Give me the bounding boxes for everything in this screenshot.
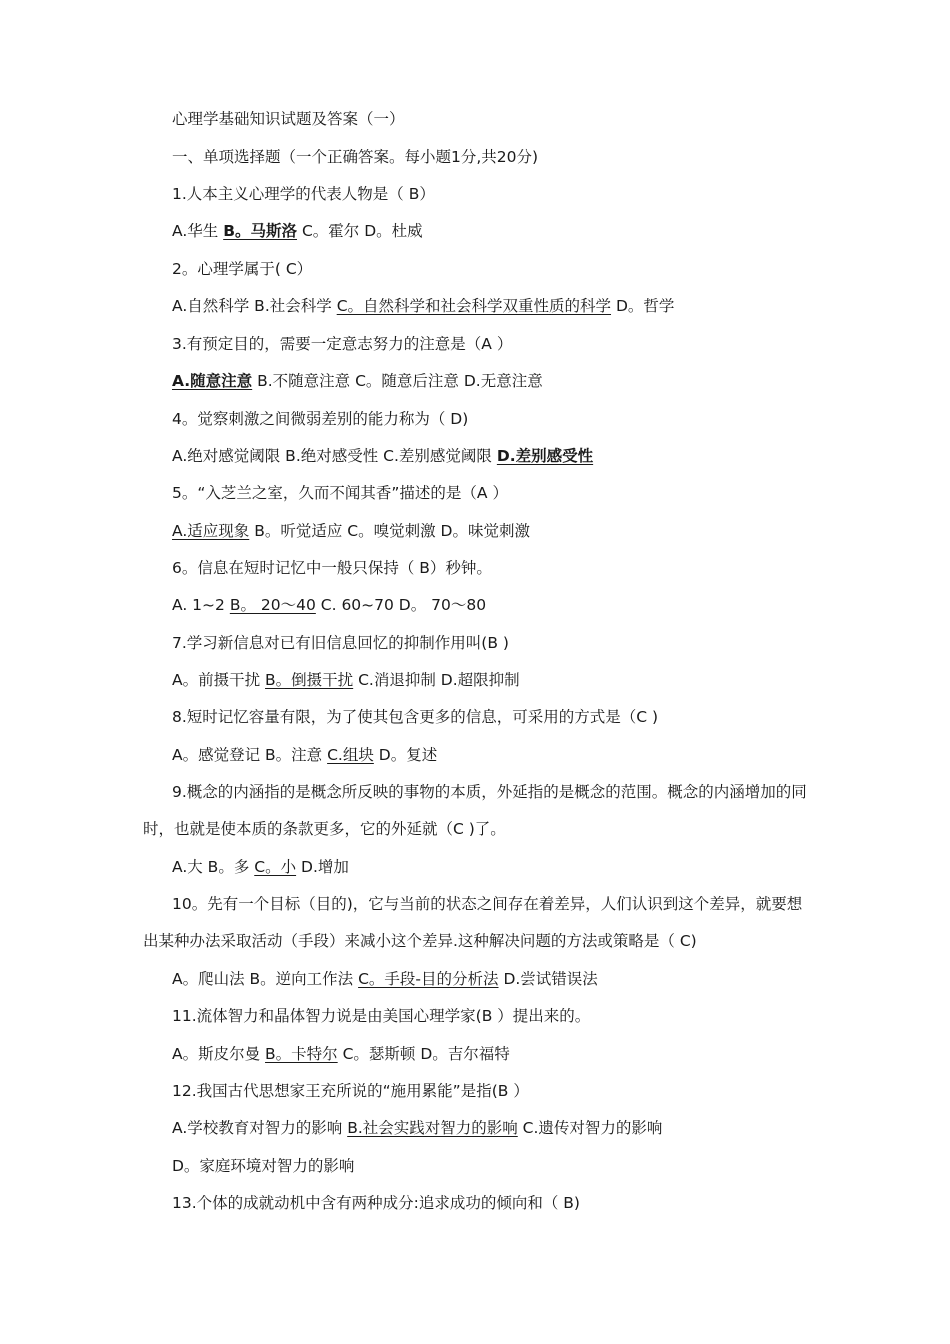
options-10: A。爬山法 B。逆向工作法 C。手段-目的分析法 D.尝试错误法	[172, 970, 598, 988]
question-5: 5。“入芝兰之室，久而不闻其香”描述的是（A ）	[172, 484, 508, 502]
answer: B。卡特尔	[265, 1045, 338, 1063]
question-10: 10。先有一个目标（目的)，它与当前的状态之间存在着差异，人们认识到这个差异，就要想出某种办法采取活动（手段）来减小这个差异.这种解决问题的方法或策略是（ C)	[143, 895, 803, 950]
options-6: A. 1~2 B。 20～40 C. 60~70 D。 70～80	[172, 596, 487, 614]
answer: C。自然科学和社会科学双重性质的科学	[336, 297, 612, 315]
options-12-continued: D。家庭环境对智力的影响	[172, 1157, 355, 1175]
options-8: A。感觉登记 B。注意 C.组块 D。复述	[172, 746, 438, 764]
answer: A.适应现象	[172, 522, 250, 540]
question-8: 8.短时记忆容量有限，为了使其包含更多的信息，可采用的方式是（C )	[172, 708, 659, 726]
options-7: A。前摄干扰 B。倒摄干扰 C.消退抑制 D.超限抑制	[172, 671, 520, 689]
question-13: 13.个体的成就动机中含有两种成分:追求成功的倾向和（ B)	[172, 1194, 580, 1212]
question-11: 11.流体智力和晶体智力说是由美国心理学家(B ）提出来的。	[172, 1007, 591, 1025]
answer: B.社会实践对智力的影响	[347, 1119, 518, 1137]
document-title: 心理学基础知识试题及答案（一）	[172, 110, 405, 128]
question-12: 12.我国古代思想家王充所说的“施用累能”是指(B ）	[172, 1082, 529, 1100]
question-1: 1.人本主义心理学的代表人物是（ B）	[172, 185, 435, 203]
question-2: 2。心理学属于( C）	[172, 260, 313, 278]
question-3: 3.有预定目的，需要一定意志努力的注意是（A ）	[172, 335, 513, 353]
options-11: A。斯皮尔曼 B。卡特尔 C。瑟斯顿 D。吉尔福特	[172, 1045, 510, 1063]
answer: B。倒摄干扰	[265, 671, 354, 689]
question-9: 9.概念的内涵指的是概念所反映的事物的本质，外延指的是概念的范围。概念的内涵增加的同时，也就是使本质的条款更多，它的外延就（C )了。	[143, 783, 807, 838]
options-1: A.华生 B。马斯洛 C。霍尔 D。杜威	[172, 222, 423, 240]
options-12: A.学校教育对智力的影响 B.社会实践对智力的影响 C.遗传对智力的影响	[172, 1119, 663, 1137]
options-5: A.适应现象 B。听觉适应 C。嗅觉刺激 D。味觉刺激	[172, 522, 530, 540]
answer: D.差别感受性	[496, 447, 594, 465]
options-2: A.自然科学 B.社会科学 C。自然科学和社会科学双重性质的科学 D。哲学	[172, 297, 675, 315]
answer: A.随意注意	[172, 372, 253, 390]
answer: C.组块	[327, 746, 374, 764]
options-4: A.绝对感觉阈限 B.绝对感受性 C.差别感觉阈限 D.差别感受性	[172, 447, 594, 465]
answer: B。 20～40	[229, 596, 316, 614]
answer: C。手段-目的分析法	[358, 970, 499, 988]
answer: B。马斯洛	[223, 222, 298, 240]
options-9: A.大 B。多 C。小 D.增加	[172, 858, 349, 876]
options-3: A.随意注意 B.不随意注意 C。随意后注意 D.无意注意	[172, 372, 543, 390]
question-7: 7.学习新信息对已有旧信息回忆的抑制作用叫(B )	[172, 634, 509, 652]
question-4: 4。觉察刺激之间微弱差别的能力称为（ D)	[172, 410, 469, 428]
question-6: 6。信息在短时记忆中一般只保持（ B）秒钟。	[172, 559, 492, 577]
answer: C。小	[254, 858, 297, 876]
section-heading: 一、单项选择题（一个正确答案。每小题1分,共20分)	[172, 148, 539, 166]
